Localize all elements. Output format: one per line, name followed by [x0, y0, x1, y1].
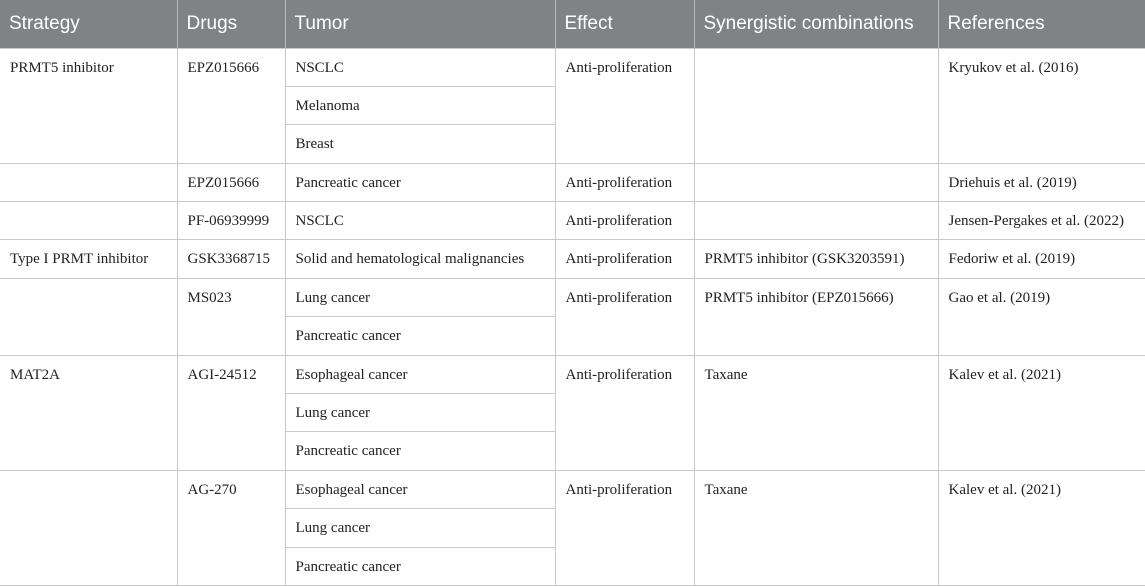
- cell-reference: Kryukov et al. (2016): [938, 48, 1145, 163]
- cell-tumor: NSCLC: [285, 48, 555, 86]
- cell-tumor: Solid and hematological malignancies: [285, 240, 555, 278]
- cell-reference: Gao et al. (2019): [938, 278, 1145, 355]
- cell-effect: Anti-proliferation: [555, 48, 694, 163]
- cell-drug: MS023: [177, 278, 285, 355]
- header-tumor: Tumor: [285, 0, 555, 48]
- cell-strategy: PRMT5 inhibitor: [0, 48, 177, 163]
- cell-tumor: Pancreatic cancer: [285, 317, 555, 355]
- cell-effect: Anti-proliferation: [555, 470, 694, 585]
- cell-tumor: Pancreatic cancer: [285, 163, 555, 201]
- cell-strategy: Type I PRMT inhibitor: [0, 240, 177, 278]
- cell-effect: Anti-proliferation: [555, 163, 694, 201]
- cell-effect: Anti-proliferation: [555, 202, 694, 240]
- cell-tumor: NSCLC: [285, 202, 555, 240]
- cell-effect: Anti-proliferation: [555, 240, 694, 278]
- cell-tumor: Pancreatic cancer: [285, 547, 555, 585]
- cell-tumor: Pancreatic cancer: [285, 432, 555, 470]
- header-synergistic-combinations: Synergistic combinations: [694, 0, 938, 48]
- table-row: [0, 355, 1145, 393]
- cell-reference: Driehuis et al. (2019): [938, 163, 1145, 201]
- cell-reference: Kalev et al. (2021): [938, 355, 1145, 470]
- cell-strategy: [0, 163, 177, 201]
- cell-reference: Jensen-Pergakes et al. (2022): [938, 202, 1145, 240]
- cell-drug: AGI-24512: [177, 355, 285, 470]
- cell-synergy: [694, 163, 938, 201]
- cell-synergy: [694, 202, 938, 240]
- table-row: [0, 202, 1145, 240]
- cell-effect: Anti-proliferation: [555, 355, 694, 470]
- cell-strategy: [0, 470, 177, 585]
- header-drugs: Drugs: [177, 0, 285, 48]
- header-effect: Effect: [555, 0, 694, 48]
- cell-drug: EPZ015666: [177, 163, 285, 201]
- cell-synergy: PRMT5 inhibitor (EPZ015666): [694, 278, 938, 355]
- cell-drug: AG-270: [177, 470, 285, 585]
- cell-tumor: Esophageal cancer: [285, 470, 555, 508]
- cell-strategy: MAT2A: [0, 355, 177, 470]
- table-row: [0, 48, 1145, 86]
- cell-reference: Fedoriw et al. (2019): [938, 240, 1145, 278]
- cell-synergy: PRMT5 inhibitor (GSK3203591): [694, 240, 938, 278]
- table-row: [0, 470, 1145, 508]
- cell-synergy: [694, 48, 938, 163]
- cell-tumor: Melanoma: [285, 86, 555, 124]
- cell-tumor: Lung cancer: [285, 394, 555, 432]
- cell-strategy: [0, 202, 177, 240]
- cell-tumor: Esophageal cancer: [285, 355, 555, 393]
- cell-drug: PF-06939999: [177, 202, 285, 240]
- cell-drug: EPZ015666: [177, 48, 285, 163]
- header-strategy: Strategy: [0, 0, 177, 48]
- table-row: [0, 278, 1145, 316]
- table-header-row: [0, 0, 1145, 48]
- cell-strategy: [0, 278, 177, 355]
- table-row: [0, 240, 1145, 278]
- cell-reference: Kalev et al. (2021): [938, 470, 1145, 585]
- cell-tumor: Lung cancer: [285, 278, 555, 316]
- table-row: [0, 163, 1145, 201]
- header-references: References: [938, 0, 1145, 48]
- cell-effect: Anti-proliferation: [555, 278, 694, 355]
- cell-tumor: Lung cancer: [285, 509, 555, 547]
- cell-synergy: Taxane: [694, 470, 938, 585]
- cell-synergy: Taxane: [694, 355, 938, 470]
- cell-tumor: Breast: [285, 125, 555, 163]
- cell-drug: GSK3368715: [177, 240, 285, 278]
